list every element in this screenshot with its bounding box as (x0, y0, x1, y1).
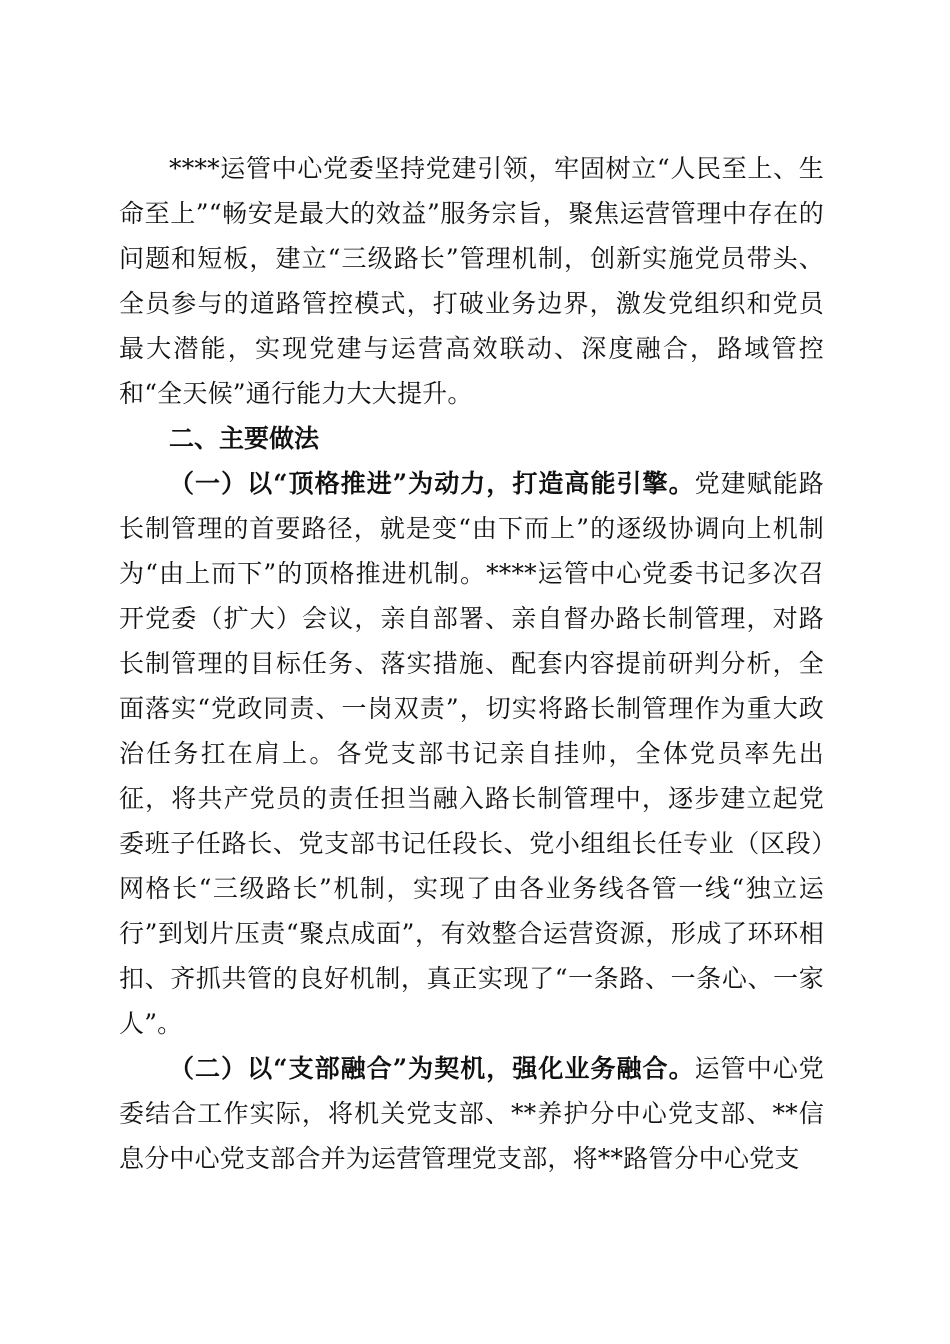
section-heading: 二、主要做法 (169, 424, 320, 453)
section1-lead: （一）以“顶格推进”为动力，打造高能引擎。 (169, 469, 695, 498)
section2-lead: （二）以“支部融合”为契机，强化业务融合。 (169, 1054, 695, 1083)
section2-body: 运管中心党委结合工作实际，将机关党支部、**养护分中心党支部、**信息分中心党支部合并为运营管理党支部，将**路管分中心党支 (119, 1054, 824, 1173)
document-body (119, 146, 824, 1181)
section2-paragraph (119, 1046, 824, 1181)
section1-paragraph (119, 461, 824, 1046)
intro-paragraph: ****运管中心党委坚持党建引领，牢固树立“人民至上、生命至上”“畅安是最大的效益”服务宗旨，聚焦运营管理中存在的问题和短板，建立“三级路长”管理机制，创新实施党员带头、全员参与的道路管控模式，打破业务边界，激发党组织和党员最大潜能，实现党建与运营高效联动、深度融合，路域管控和“全天候”通行能力大大提升。 (119, 154, 824, 408)
section1-body: 党建赋能路长制管理的首要路径，就是变“由下而上”的逐级协调向上机制为“由上而下”的顶格推进机制。****运管中心党委书记多次召开党委（扩大）会议，亲自部署、亲自督办路长制管理，对路长制管理的目标任务、落实措施、配套内容提前研判分析，全面落实“党政同责、一岗双责”，切实将路长制管理作为重大政治任务扛在肩上。各党支部书记亲自挂帅，全体党员率先出征，将共产党员的责任担当融入路长制管理中，逐步建立起党委班子任路长、党支部书记任段长、党小组组长任专业（区段）网格长“三级路长”机制，实现了由各业务线各管一线“独立运行”到划片压责“聚点成面”，有效整合运营资源，形成了环环相扣、齐抓共管的良好机制，真正实现了“一条路、一条心、一家人”。 (119, 469, 824, 1038)
